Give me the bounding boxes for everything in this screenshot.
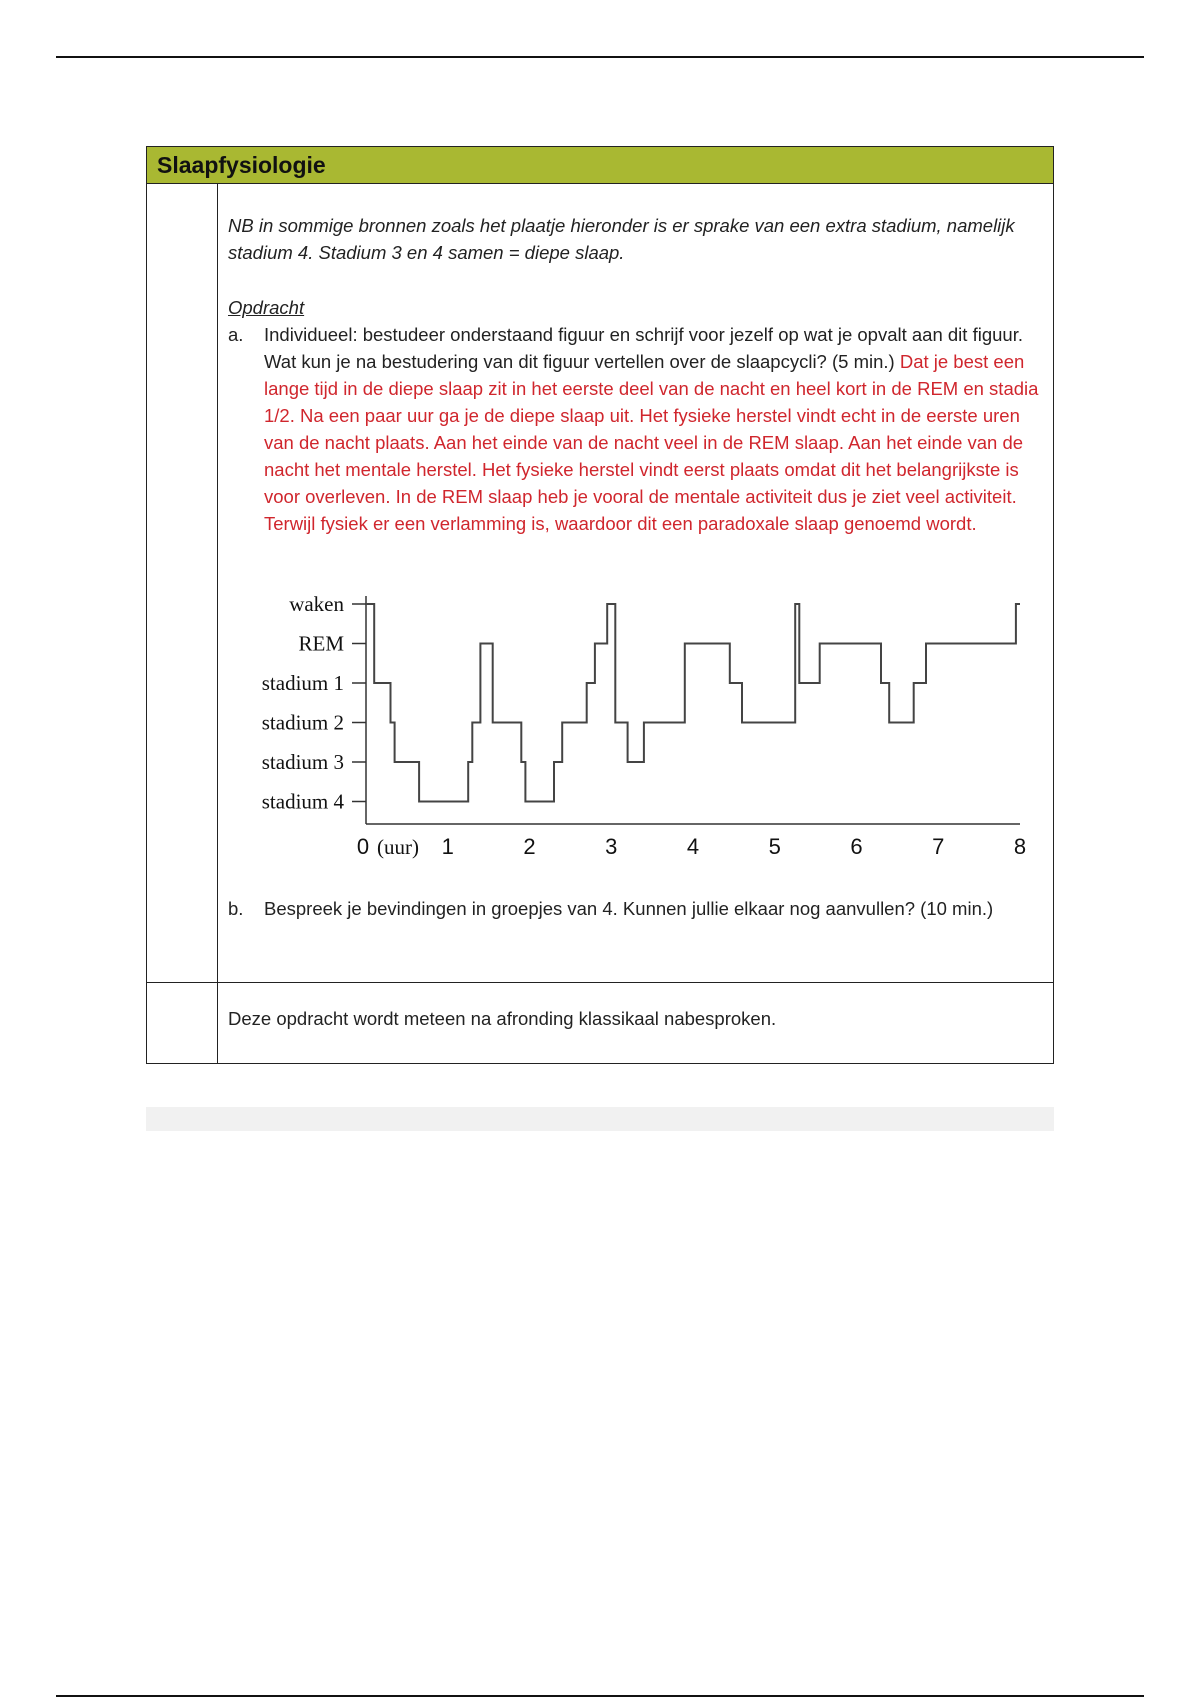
row-label-cell [147, 983, 218, 1063]
hypnogram-figure [228, 577, 1041, 867]
x-tick-label: 6 [850, 834, 863, 859]
x-tick-label: 8 [1013, 834, 1027, 859]
item-text: Bespreek je bevindingen in groepjes van 4. Kunnen jullie elkaar nog aanvullen? (10 min.) [264, 898, 994, 919]
assignment-row [147, 184, 1053, 982]
row-label-cell [147, 184, 218, 982]
table-shadow [146, 1107, 1054, 1131]
x-tick-label: 2 [523, 834, 536, 859]
footer-row [147, 982, 1053, 1063]
y-tick-label: stadium 4 [261, 789, 344, 814]
item-label: a. [228, 324, 244, 345]
item-label: b. [228, 898, 244, 919]
y-tick-label: stadium 1 [261, 671, 344, 695]
footer-text: Deze opdracht wordt meteen na afronding klassikaal nabesproken. [228, 1008, 777, 1029]
note-text: NB in sommige bronnen zoals het plaatje hieronder is er sprake van een extra stadium, namelijk stadium 4. Stadium 3 en 4 samen = diepe slaap. [228, 215, 1015, 263]
opdracht-heading: Opdracht [228, 297, 305, 318]
x-tick-label: 4 [686, 834, 700, 859]
x-tick-label: 1 [441, 834, 454, 859]
x-tick-label: 7 [932, 834, 945, 859]
hypnogram-line [366, 604, 1020, 802]
item-a [228, 321, 1041, 537]
x-tick-label: 5 [768, 834, 781, 859]
hypnogram-chart [228, 577, 1028, 867]
x-unit-label: (uur) [377, 835, 419, 859]
item-question: Individueel: bestudeer onderstaand figuur en schrijf voor jezelf op wat je opvalt aan dit figuur. Wat kun je na bestudering van dit figuur vertellen over de slaapcycli? (5 min.) [264, 324, 1023, 372]
y-tick-label: waken [289, 592, 344, 616]
item-text [264, 321, 1041, 537]
item-answer: Dat je best een lange tijd in de diepe slaap zit in het eerste deel van de nacht en heel kort in de REM en stadia 1/2. Na een paar uur ga je de diepe slaap uit. Het fysieke herstel vindt echt in de eerste uren van de nacht plaats. Aan het einde van de nacht veel in de REM slaap. Aan het einde van de nacht het mentale herstel. Het fysieke herstel vindt eerst plaats omdat dit het belangrijkste is voor overleven. In de REM slaap heb je vooral de mentale activiteit dus je ziet veel activiteit. Terwijl fysiek er een verlamming is, waardoor dit een paradoxale slaap genoemd wordt. [264, 351, 1039, 534]
assignment-table [146, 146, 1054, 1064]
x-tick-label: 0 [356, 834, 370, 859]
y-tick-label: stadium 2 [261, 710, 344, 735]
y-tick-label: REM [298, 631, 344, 656]
assignment-content [218, 184, 1053, 982]
footer-rule [56, 1695, 1144, 1697]
x-tick-label: 3 [605, 834, 618, 859]
item-b [228, 895, 1041, 922]
section-title: Slaapfysiologie [147, 147, 1053, 184]
header-rule [56, 56, 1144, 58]
y-tick-label: stadium 3 [261, 750, 344, 774]
